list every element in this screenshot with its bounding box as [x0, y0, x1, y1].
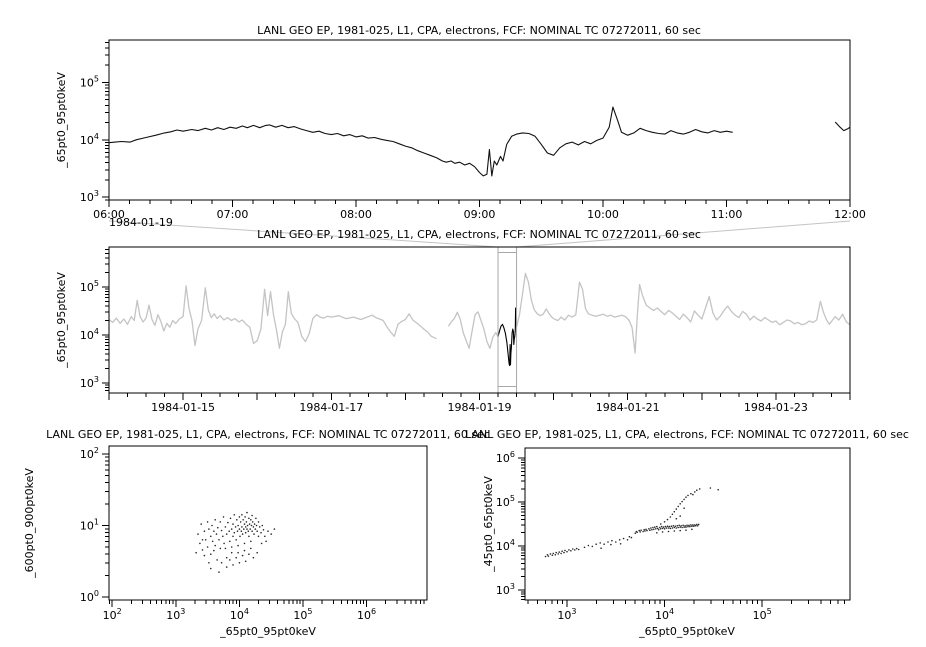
scatter-left-xlabel: _65pt0_95pt0keV [220, 625, 316, 638]
tick-label: $10^4$ [229, 607, 249, 622]
top-timeseries-panel[interactable] [80, 40, 866, 221]
tick-label: $10^3$ [495, 581, 515, 597]
tick-label: 10:00 [587, 208, 619, 221]
tick-label: 12:00 [834, 208, 866, 221]
top-plot-context-date: 1984-01-19 [109, 216, 173, 229]
scatter-600-900-axes [80, 446, 424, 622]
tick-label: 08:00 [340, 208, 372, 221]
context-plot-title: LANL GEO EP, 1981-025, L1, CPA, electrons, FCF: NOMINAL TC 07272011, 60 sec [257, 228, 701, 241]
tick-label: 06:00 [93, 208, 125, 221]
scatter-600-900-frame [109, 446, 427, 600]
top-timeseries-data [109, 107, 850, 176]
tick-label: 07:00 [216, 208, 249, 221]
scatter-45-65-frame [525, 448, 850, 600]
top-plot-title: LANL GEO EP, 1981-025, L1, CPA, electrons, FCF: NOMINAL TC 07272011, 60 sec [257, 24, 701, 37]
tick-label: $10^2$ [102, 607, 122, 622]
tick-label: $10^5$ [79, 74, 99, 90]
scatter-right-ylabel: _45pt0_65pt0keV [482, 476, 495, 572]
scatter-600-900-panel[interactable] [80, 446, 427, 622]
top-timeseries-axes [80, 42, 866, 221]
scatter-left-title: LANL GEO EP, 1981-025, L1, CPA, electrons, FCF: NOMINAL TC 07272011, 60 sec [46, 428, 490, 441]
context-timeseries-data [109, 273, 850, 365]
tick-label: $10^3$ [79, 189, 99, 205]
tick-label: $10^6$ [495, 450, 515, 466]
tick-label: $10^5$ [752, 607, 772, 622]
scatter-45-65-points [545, 487, 719, 557]
context-timeseries-frame [109, 247, 850, 393]
context-selection-box[interactable] [498, 247, 517, 393]
tick-label: $10^4$ [655, 607, 675, 622]
tick-label: $10^5$ [495, 494, 515, 510]
tick-label: 1984-01-19 [447, 401, 512, 414]
tick-label: $10^4$ [495, 537, 515, 553]
context-timeseries-axes [80, 249, 850, 414]
context-timeseries-panel[interactable] [80, 247, 850, 414]
scatter-45-65-panel[interactable] [496, 448, 850, 622]
top-timeseries-series [109, 107, 733, 176]
tick-label: $10^5$ [293, 607, 313, 622]
scatter-right-title: LANL GEO EP, 1981-025, L1, CPA, electrons, FCF: NOMINAL TC 07272011, 60 sec [465, 428, 909, 441]
tick-label: $10^5$ [79, 278, 99, 294]
top-timeseries-frame [109, 40, 850, 200]
tick-label: $10^6$ [357, 607, 377, 622]
tick-label: 1984-01-17 [299, 401, 364, 414]
scatter-600-900-data [195, 512, 275, 573]
tick-label: $10^3$ [557, 607, 577, 622]
context-timeseries-series [109, 286, 437, 348]
tick-label: $10^3$ [166, 607, 186, 622]
tick-label: $10^2$ [79, 445, 99, 461]
top-timeseries-series [835, 122, 850, 131]
scatter-45-65-axes [496, 450, 845, 622]
tick-label: $10^1$ [79, 517, 99, 533]
tick-label: $10^3$ [79, 374, 99, 390]
scatter-right-xlabel: _65pt0_95pt0keV [639, 625, 735, 638]
tick-label: 1984-01-15 [151, 401, 216, 414]
context-timeseries-series [498, 308, 517, 366]
context-timeseries-series [448, 312, 498, 349]
context-plot-ylabel: _65pt0_95pt0keV [55, 272, 68, 368]
tick-label: $10^4$ [79, 326, 99, 342]
tick-label: $10^4$ [79, 131, 99, 147]
top-plot-ylabel: _65pt0_95pt0keV [55, 72, 68, 168]
tick-label: 1984-01-23 [743, 401, 808, 414]
tick-label: $10^0$ [79, 589, 99, 605]
tick-label: 11:00 [710, 208, 743, 221]
tick-label: 09:00 [463, 208, 496, 221]
context-timeseries-series [517, 273, 851, 353]
tick-label: 1984-01-21 [595, 401, 660, 414]
scatter-600-900-points [195, 512, 275, 573]
scatter-left-ylabel: _600pt0_900pt0keV [23, 468, 36, 578]
scatter-45-65-data [545, 487, 719, 557]
